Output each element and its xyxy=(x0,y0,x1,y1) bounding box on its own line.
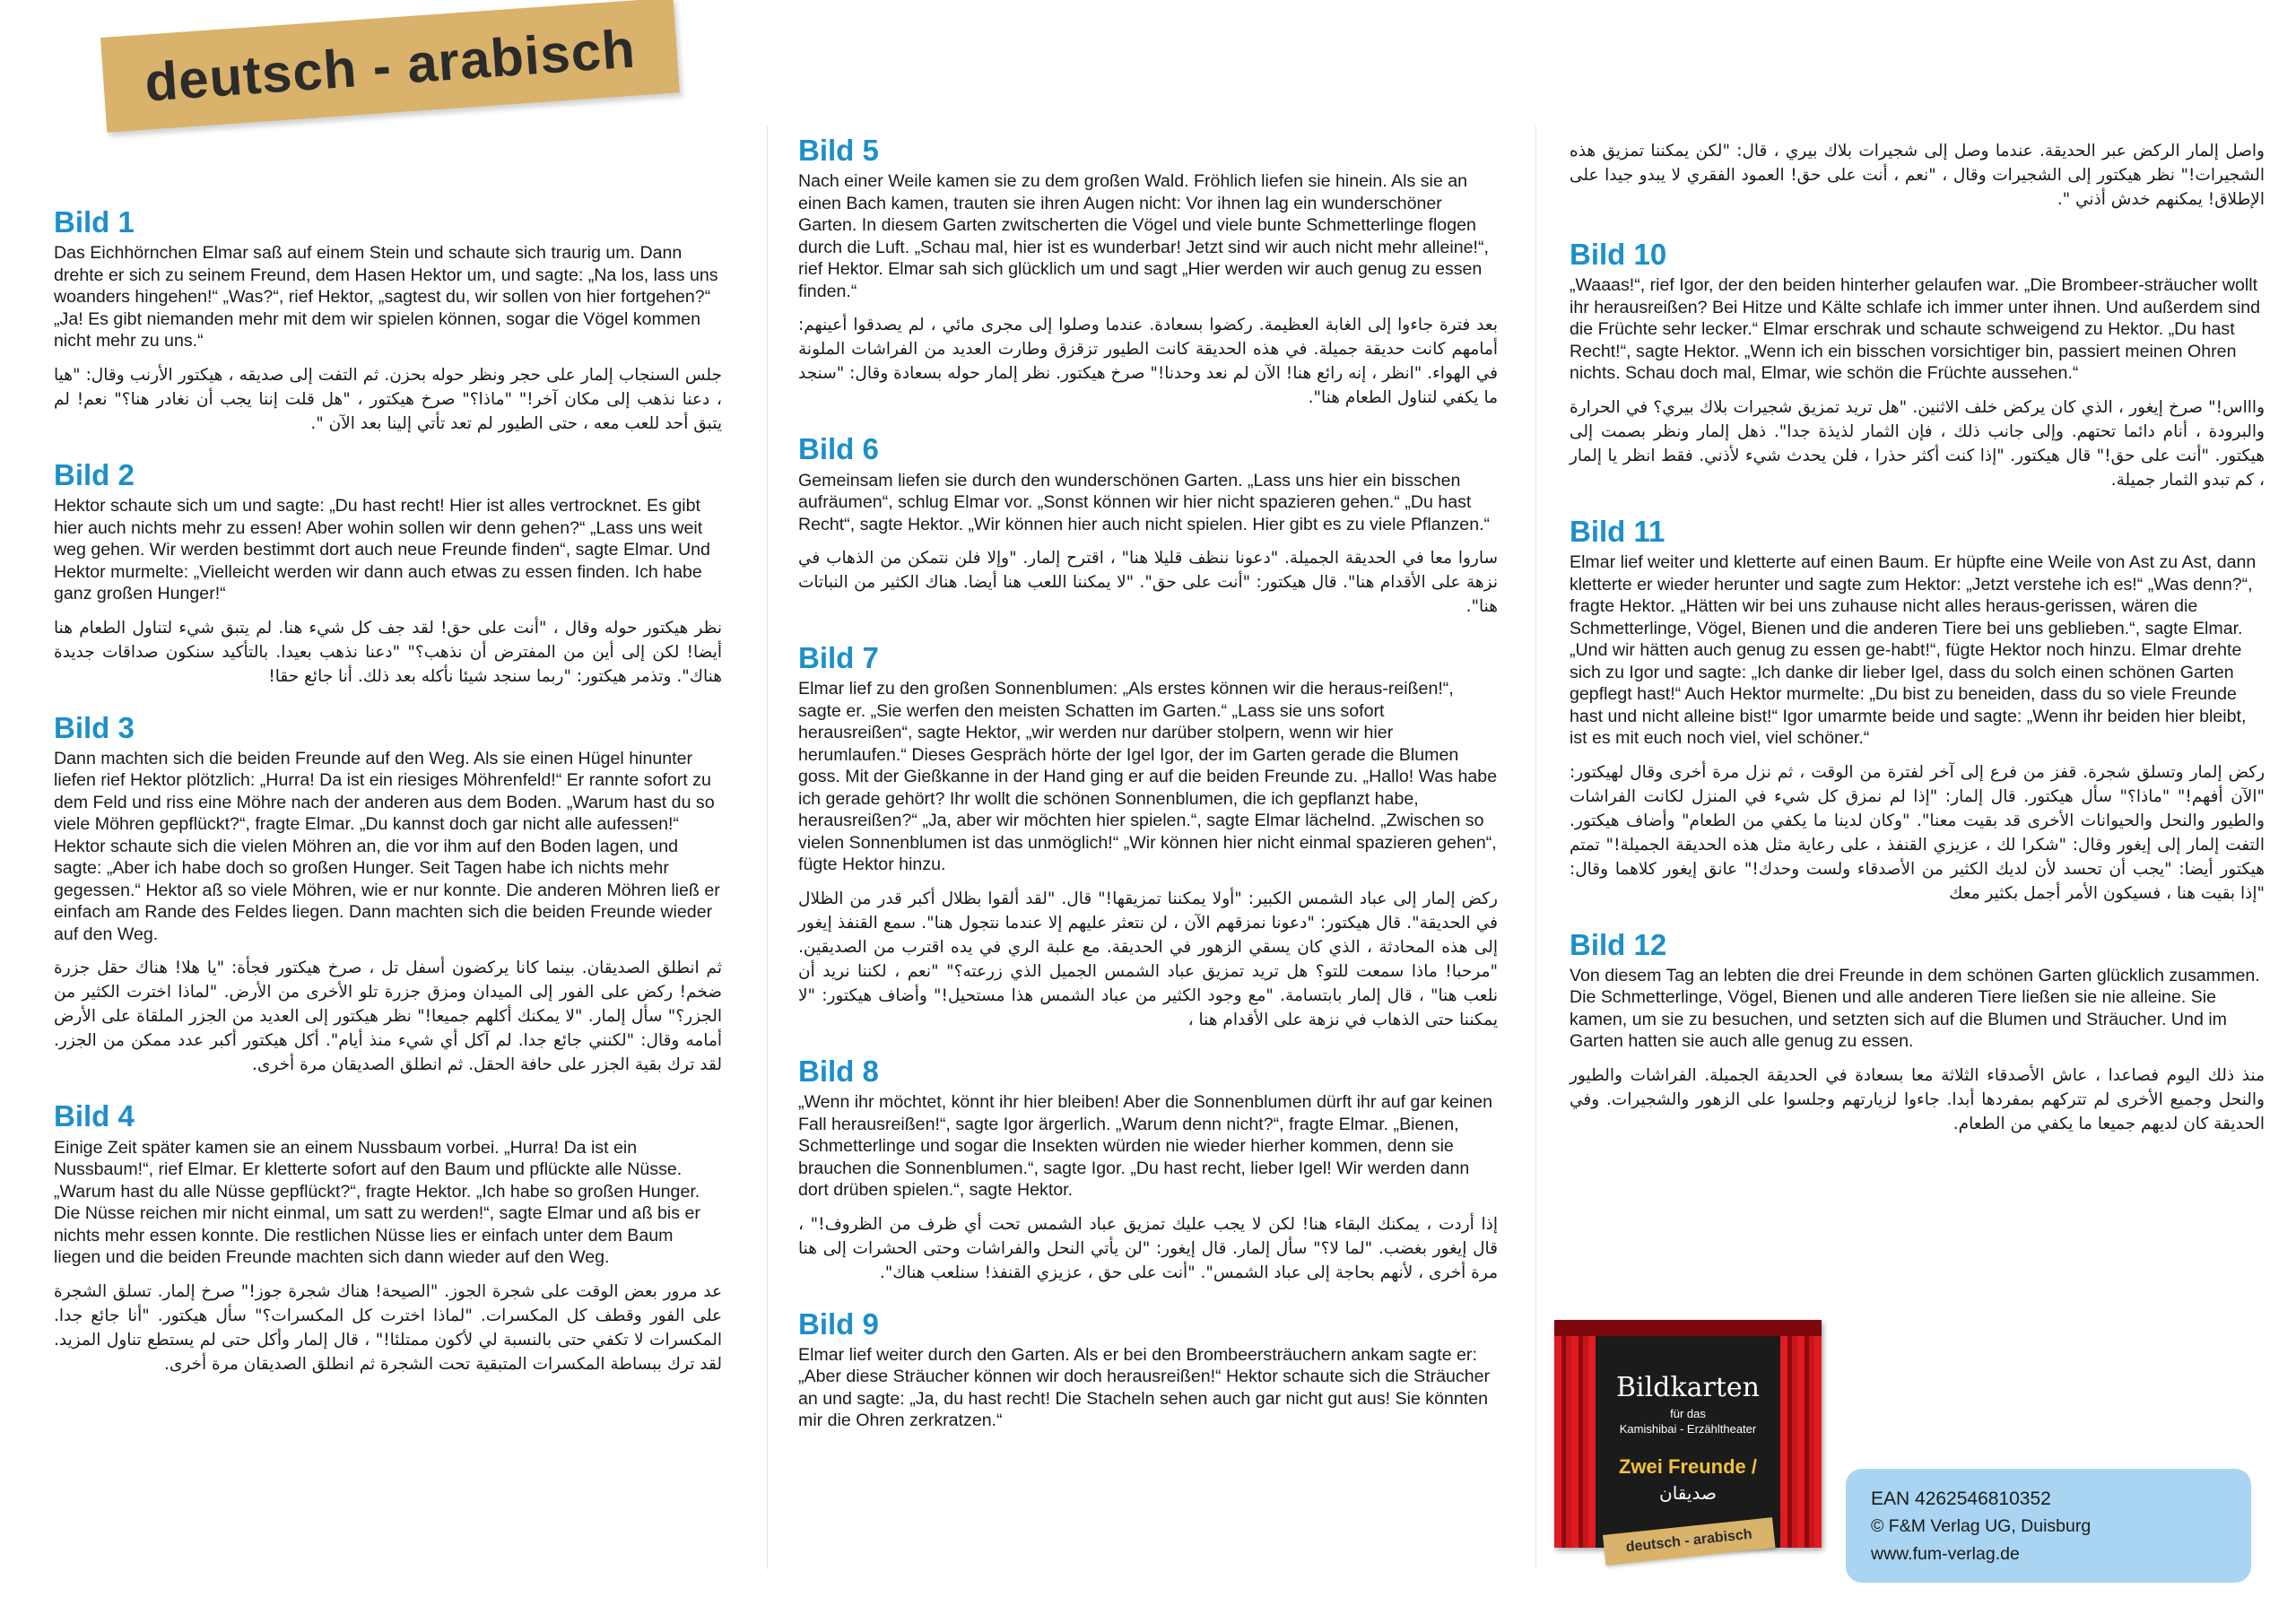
bild-12-german-text: Von diesem Tag an lebten die drei Freunde in dem schönen Garten glücklich zusammen. Die Schmetterlinge, Vögel, Bienen und alle anderen Tiere ließen sie nie alleine. Sie kamen, um sie zu besuchen, und setzten sich auf die Blumen und Sträucher. Und im Garten hatten sie auch alle genug zu essen. xyxy=(1570,965,2260,1052)
bild-3-arabic-text: ثم انطلق الصديقان. بينما كانا يركضون أسفل تل ، صرخ هيكتور فجأة: "يا هلا! هناك حقل جزرة ضخم! ركض على الفور إلى الميدان ومزق جزرة تلو الأخرى من الأرض. "لماذا اخترت الكثير من الجزر؟" سأل إلمار. "لا يمكنك أكلهم جميعا!" نظر هيكتور إلى العديد من الجزر الملقاة على الأرض أمامه وقال: "لكنني جائع جدا. لم آكل أي شيء منذ أيام". أكل هيكتور أكبر عدد ممكن من الجزر. لقد ترك بقية الجزر على حافة الحقل. ثم انطلق الصديقان مرة أخرى. xyxy=(54,959,722,1075)
bild-1-title: Bild 1 xyxy=(54,205,135,239)
bild-6-title: Bild 6 xyxy=(798,432,879,466)
publisher-website: www.fum-verlag.de xyxy=(1871,1544,2020,1564)
bild-8-title: Bild 8 xyxy=(798,1054,879,1088)
column-2 xyxy=(798,135,1498,1443)
bild-5-arabic-text: بعد فترة جاءوا إلى الغابة العظيمة. ركضوا بسعادة. عندما وصلوا إلى مجرى مائي ، لم يصدقوا أعينهم: أمامهم كانت حديقة جميلة. في هذه الحديقة كانت الطيور تزقزق وطارت العديد من الفراشات الملونة في الهواء. "انظر ، إنه رائع هنا! الآن لم نعد وحدنا!" صرخ هيكتور. نظر إلمار حوله بسعادة وقال: "سنجد ما يكفي لتناول الطعام هنا". xyxy=(798,316,1498,408)
bild-1-arabic-text: جلس السنجاب إلمار على حجر ونظر حوله بحزن. ثم التفت إلى صديقه ، هيكتور الأرنب وقال: "هيا ، دعنا نذهب إلى مكان آخر!" "ماذا؟" صرخ هيكتور ، "هل قلت إننا يجب أن نغادر هنا؟" نعم! لم يتبق أحد للعب معه ، حتى الطيور لم تعد تأتي إلينا بعد الآن ". xyxy=(54,365,722,433)
publisher-info-box xyxy=(1846,1469,2251,1583)
bild-7-title: Bild 7 xyxy=(798,641,879,675)
curtain-valance xyxy=(1554,1320,1822,1336)
column-1 xyxy=(54,206,722,1400)
bild-5-title: Bild 5 xyxy=(798,134,879,167)
bild-10-german-text: „Waaas!“, rief Igor, der den beiden hinterher gelaufen war. „Die Brombeer-sträucher wollt ihr herausreißen? Bei Hitze und Kälte schlafe ich immer unter ihnen. Und außerdem sind die Früchte sehr lecker.“ Elmar erschrak und schaute schweigend zu Hektor. „Du hast Recht!“, sagte Hektor. „Wenn ich ein bisschen vorsichtiger bin, passiert meinen Ohren nichts. Schau doch mal, Elmar, wie schön die Früchte aussehen.“ xyxy=(1570,275,2260,384)
publisher-name: © F&M Verlag UG, Duisburg xyxy=(1871,1516,2092,1536)
bild-9-arabic-text: واصل إلمار الركض عبر الحديقة. عندما وصل إلى شجيرات بلاك بيري ، قال: "لكن يمكننا تمزيق هذه الشجيرات!" نظر هيكتور إلى الشجيرات وقال ، "نعم ، أنت على حق! العمود الفقري لا يبدو جيدا على الإطلاق! يمكنهم خدش أذني ". xyxy=(1570,142,2265,209)
bild-5-german-text: Nach einer Weile kamen sie zu dem großen Wald. Fröhlich liefen sie hinein. Als sie an einen Bach kamen, trauten sie ihren Augen nicht: Vor ihnen lag ein wunderschöner Garten. In diesem Garten zwitscherten die Vögel und viele bunte Schmetterlinge flogen durch die Luft. „Schau mal, hier ist es wunderbar! Jetzt sind wir auch nicht mehr alleine!“, rief Hektor. Elmar sah sich glücklich um und sagt „Hier werden wir auch genug zu essen finden.“ xyxy=(798,171,1489,301)
bild-11-german-text: Elmar lief weiter und kletterte auf einen Baum. Er hüpfte eine Weile von Ast zu Ast, dann kletterte er wieder herunter und sagte zum Hektor: „Jetzt verstehe ich es!“ „Was denn?“, fragte Hektor. „Hätten wir bei uns zuhause nicht alles heraus-gerissen, wären die Schmetterlinge, Vögel, Bienen und die anderen Tiere bei uns geblieben.“, sagte Elmar. „Und wir hätten auch genug zu essen ge-habt!“, fügte Hektor noch hinzu. Elmar drehte sich zu Igor und sagte: „Ich danke dir lieber Igel, dass du solch einen schönen Garten gepflegt hast!“ Auch Hektor murmelte: „Du bist zu beneiden, dass du so viele Freunde hast und nicht alleine bist!“ Igor umarmte beide und sagte: „Wenn ihr beiden hier bleibt, ist es mit euch noch viel, viel schöner.“ xyxy=(1570,552,2257,749)
curtain-right-icon xyxy=(1780,1320,1822,1548)
cover-story-name: Zwei Freunde / xyxy=(1618,1455,1758,1478)
cover-stage xyxy=(1596,1336,1780,1548)
cover-story-name-arabic: صديقان xyxy=(1659,1482,1717,1504)
bild-6-german-text: Gemeinsam liefen sie durch den wunderschönen Garten. „Lass uns hier ein bisschen aufräumen“, schlug Elmar vor. „Sonst können wir hier nicht spazieren gehen.“ „Du hast Recht“, sagte Hektor. „Wir können hier auch nicht spielen. Hier gibt es zu viele Pflanzen.“ xyxy=(798,470,1491,534)
bild-3-german-text: Dann machten sich die beiden Freunde auf den Weg. Als sie einen Hügel hinunter liefen rief Hektor plötzlich: „Hurra! Da ist ein riesiges Möhrenfeld!“ Er rannte sofort zu dem Feld und riss eine Möhre nach der anderen aus dem Boden. „Warum hast du so viele Möhren gepflückt?“, fragte Elmar. „Du kannst doch gar nicht alle aufessen!“ Hektor schaute sich die vielen Möhren an, die vor ihm auf den Boden lagen, und sagte: „Aber ich habe doch so großen Hunger. Seit Tagen habe ich nichts mehr gegessen.“ Hektor aß so viele Möhren, wie er nur konnte. Die anderen Möhren ließ er einfach am Rande des Feldes liegen. Dann machten sich die beiden Freunde wieder auf den Weg. xyxy=(54,748,720,944)
bild-8-german-text: „Wenn ihr möchtet, könnt ihr hier bleiben! Aber die Sonnenblumen dürft ihr auf gar keinen Fall herausreißen!“, sagte Igor ärgerlich. „Warum denn nicht?“, fragte Elmar. „Bienen, Schmetterlinge und sogar die Insekten würden nie wieder hierher kommen, denn sie brauchen die Sonnenblumen.“, sagte Igor. „Du hast recht, lieber Igel! Wir werden dann dort drüben spielen.“, sagte Hektor. xyxy=(798,1092,1493,1201)
bild-1-german-text: Das Eichhörnchen Elmar saß auf einem Stein und schaute sich traurig um. Dann drehte er sich zu seinem Freund, dem Hasen Hektor um, und sagte: „Na los, lass uns woanders hingehen!“ „Was?“, rief Hektor, „sagtest du, wir sollen von hier fortgehen?“ „Ja! Es gibt niemanden mehr mit dem wir spielen können, sogar die Vögel kommen nicht mehr zu uns.“ xyxy=(54,243,718,352)
bild-4-german-text: Einige Zeit später kamen sie an einem Nussbaum vorbei. „Hurra! Da ist ein Nussbaum!“, rief Elmar. Er kletterte sofort auf den Baum und pflückte alle Nüsse. „Warum hast du alle Nüsse gepflückt?“, fragte Hektor. „Ich habe so großen Hunger. Die Nüsse reichen mir nicht einmal, um satt zu werden!“, sagte Elmar und aß bis er nichts mehr essen konnte. Die restlichen Nüsse lies er einfach unter dem Baum liegen und die beiden Freunde machten sich dann wieder auf den Weg. xyxy=(54,1137,700,1268)
bild-2-title: Bild 2 xyxy=(54,457,135,491)
bild-12-arabic-text: منذ ذلك اليوم فصاعدا ، عاش الأصدقاء الثلاثة معا بسعادة في الحديقة الجميلة. الفراشات والطيور والنحل وجميع الأخرى لم تتركهم بمفردها أبدا. جاءوا لزيارتهم وجلسوا على الزهور والشجيرات. وفي الحديقة كان لديهم جميعا ما يكفي من الطعام. xyxy=(1570,1065,2265,1133)
curtain-left-icon xyxy=(1554,1320,1596,1548)
column-divider-1 xyxy=(767,126,768,1569)
cover-subtitle-2: Kamishibai - Erzähltheater xyxy=(1619,1422,1757,1436)
bild-11-arabic-text: ركض إلمار وتسلق شجرة. قفز من فرع إلى آخر لفترة من الوقت ، ثم نزل مرة أخرى وقال لهيكتور: "الآن أفهم!" "ماذا؟" سأل هيكتور. قال إلمار: "إذا لم نمزق كل شيء في المنزل لكانت الفراشات والطيور والنحل والحيوانات الأخرى قد بقيت معنا". "وكان لدينا ما يكفي من الطعام" وأضاف هيكتور. التفت إلمار إلى إيغور وقال: "شكرا لك ، عزيزي القنفذ ، على رعاية مثل هذه الحديقة الجميلة!" تمتم هيكتور أيضا: "يجب أن تحسد لأن لديك الكثير من الأصدقاء ولست وحدك!" عانق إيغور كلاهما وقال: "إذا بقيت هنا ، فسيكون الأمر أجمل بكثير معك xyxy=(1570,762,2265,903)
language-tag-label: deutsch - arabisch xyxy=(143,18,638,113)
bild-9-german-text: Elmar lief weiter durch den Garten. Als er bei den Brombeersträuchern ankam sagte er: „Aber diese Sträucher können wir doch herausreißen!“ Hektor schaute sich die Sträucher an und sagte: „Ja, du hast recht! Die Stacheln sehen auch gar nicht gut aus! Sie könnten mir die Ohren zerkratzen.“ xyxy=(798,1344,1491,1431)
language-tag xyxy=(100,0,680,133)
bild-6-arabic-text: ساروا معا في الحديقة الجميلة. "دعونا ننظف قليلا هنا" ، اقترح إلمار. "وإلا فلن نتمكن من الذهاب في نزهة على الأقدام هنا". قال هيكتور: "أنت على حق". "لا يمكننا اللعب هنا أيضا. هناك الكثير من النباتات هنا". xyxy=(798,549,1498,617)
bild-4-arabic-text: عد مرور بعض الوقت على شجرة الجوز. "الصيحة! هناك شجرة جوز!" صرخ إلمار. تسلق الشجرة على الفور وقطف كل المكسرات. "لماذا اخترت كل المكسرات؟" سأل هيكتور. "أنا جائع جدا. المكسرات لا تكفي حتى بالنسبة لي لأكون ممتلئا!" ، قال إلمار وأكل حتى لم يستطع تناول المزيد. لقد ترك ببساطة المكسرات المتبقية تحت الشجرة ثم انطلق الصديقان مرة أخرى. xyxy=(54,1281,722,1374)
bild-7-german-text: Elmar lief zu den großen Sonnenblumen: „Als erstes können wir die heraus-reißen!“, sagte er. „Sie werfen den meisten Schatten im Garten.“ „Lass sie uns sofort herausreißen“, sagte Hektor, „wir werden nur darüber stolpern, wenn wir hier herumlaufen.“ Dieses Gespräch hörte der Igel Igor, der im Garten gerade die Blumen goss. Mit der Gießkanne in der Hand ging er auf die beiden Freunde zu. „Hallo! Was habe ich gerade gehört? Ihr wollt die schönen Sonnenblumen, die ich gepflanzt habe, herausreißen?“ „Ja, aber wir möchten hier spielen.“, sagte Elmar lächelnd. „Zwischen so vielen Sonnenblumen ist das unmöglich!“ „Wir können hier nicht einmal spazieren gehen“, fügte Hektor hinzu. xyxy=(798,679,1498,875)
column-divider-2 xyxy=(1535,126,1536,1569)
product-cover-image xyxy=(1554,1320,1822,1548)
bild-12-title: Bild 12 xyxy=(1570,927,1667,961)
bild-9-title: Bild 9 xyxy=(798,1306,879,1341)
cover-title: Bildkarten xyxy=(1616,1372,1760,1403)
ean-code: EAN 4262546810352 xyxy=(1871,1489,2051,1509)
bild-4-title: Bild 4 xyxy=(54,1099,135,1133)
column-3 xyxy=(1570,139,2265,1159)
bild-8-arabic-text: إذا أردت ، يمكنك البقاء هنا! لكن لا يجب عليك تمزيق عباد الشمس تحت أي ظرف من الظروف!" ، قال إيغور بغضب. "لما لا؟" سأل إلمار. قال إيغور: "لن يأتي النحل والفراشات وحتى الحشرات إلى هنا مرة أخرى ، لأنهم بحاجة إلى عباد الشمس". "أنت على حق ، عزيزي القنفذ! سنلعب هناك". xyxy=(798,1214,1498,1282)
bild-2-german-text: Hektor schaute sich um und sagte: „Du hast recht! Hier ist alles vertrocknet. Es gibt hier auch nichts mehr zu essen! Aber wohin sollen wir denn gehen?“ „Lass uns weit weg gehen. Wir werden bestimmt dort auch neue Freunde finden“, sagte Elmar. Und Hektor murmelte: „Vielleicht werden wir dann auch etwas zu essen finden. Ich habe ganz großen Hunger!“ xyxy=(54,496,710,604)
bild-10-title: Bild 10 xyxy=(1570,238,1667,271)
bild-7-arabic-text: ركض إلمار إلى عباد الشمس الكبير: "أولا يمكننا تمزيقها!" قال. "لقد ألقوا بظلال أكبر قدر من الظلال في الحديقة". قال هيكتور: "دعونا نمزقهم الآن ، لن نتعثر عليهم إلا عندما نتجول هنا". سمع القنفذ إيغور إلى هذه المحادثة ، الذي كان يسقي الزهور في الحديقة. مع علبة الري في يده اقترب من الصديقين. "مرحبا! ماذا سمعت للتو؟ هل تريد تمزيق عباد الشمس الجميل الذي زرعته؟" "نعم ، لكننا نريد أن نلعب هنا" ، قال إلمار بابتسامة. "مع وجود الكثير من عباد الشمس هذا مستحيل!" وأضاف هيكتور: "لا يمكننا حتى الذهاب في نزهة على الأقدام هنا ، xyxy=(798,889,1498,1029)
bild-11-title: Bild 11 xyxy=(1570,514,1665,548)
bild-10-arabic-text: واااس!" صرخ إيغور ، الذي كان يركض خلف الاثنين. "هل تريد تمزيق شجيرات بلاك بيري؟ في الحرارة والبرودة ، أنام دائما تحتهم. وإلى جانب ذلك ، فإن الثمار لذيذة جدا". ذهل إلمار ونظر بصمت إلى هيكتور. "أنت على حق!" قال هيكتور. "إذا كنت أكثر حذرا ، فلن يحدث شيء لأذني. فقط انظر يا إلمار ، كم تبدو الثمار جميلة. xyxy=(1570,397,2265,490)
cover-subtitle-1: für das xyxy=(1670,1407,1706,1420)
bild-2-arabic-text: نظر هيكتور حوله وقال ، "أنت على حق! لقد جف كل شيء هنا. لم يتبق شيء لتناول الطعام هنا أيضا! لكن إلى أين من المفترض أن نذهب؟" "دعنا نذهب بعيدا. بالتأكيد سنكون صداقات جديدة هناك". وتذمر هيكتور: "ربما سنجد شيئا نأكله بعد ذلك. أنا جائع حقا! xyxy=(54,618,722,686)
bild-3-title: Bild 3 xyxy=(54,710,135,744)
cover-language-tag: deutsch - arabisch xyxy=(1603,1517,1776,1566)
